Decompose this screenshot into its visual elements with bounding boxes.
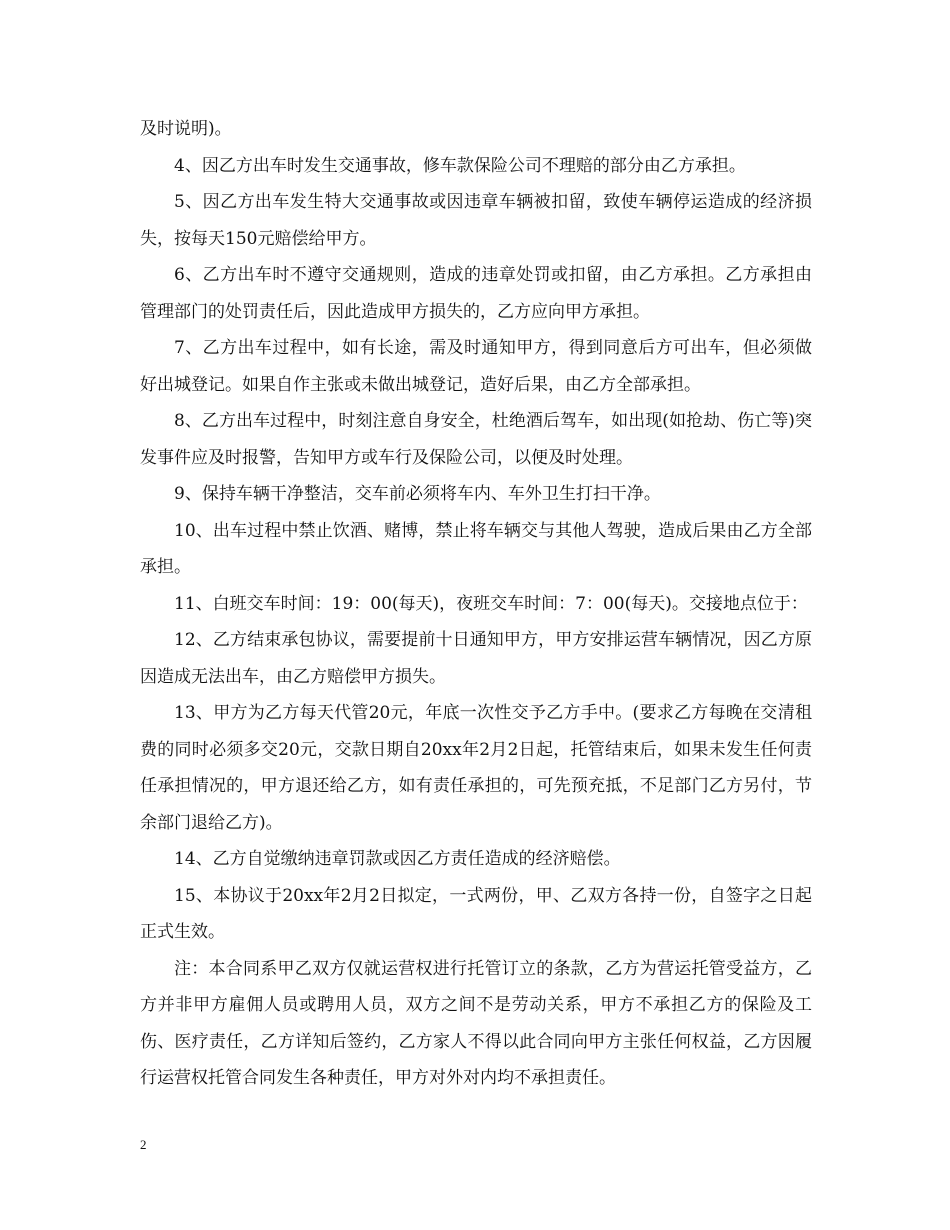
page-number: 2 bbox=[140, 1137, 147, 1152]
clause-6: 6、乙方出车时不遵守交通规则，造成的违章处罚或扣留，由乙方承担。乙方承担由管理部门的处罚责任后，因此造成甲方损失的，乙方应向甲方承担。 bbox=[140, 265, 812, 322]
document-body bbox=[140, 111, 812, 1097]
clause-10: 10、出车过程中禁止饮酒、赌博，禁止将车辆交与其他人驾驶，造成后果由乙方全部承担。 bbox=[140, 520, 812, 577]
clause-14: 14、乙方自觉缴纳违章罚款或因乙方责任造成的经济赔偿。 bbox=[174, 849, 621, 869]
clause-12: 12、乙方结束承包协议，需要提前十日通知甲方，甲方安排运营车辆情况，因乙方原因造成无法出车，由乙方赔偿甲方损失。 bbox=[140, 630, 812, 687]
clause-11: 11、白班交车时间：19：00(每天)，夜班交车时间：7：00(每天)。交接地点位于： bbox=[174, 593, 808, 614]
clause-9: 9、保持车辆干净整洁，交车前必须将车内、车外卫生打扫干净。 bbox=[174, 484, 661, 504]
note-paragraph: 注：本合同系甲乙双方仅就运营权进行托管订立的条款，乙方为营运托管受益方，乙方并非甲方雇佣人员或聘用人员，双方之间不是劳动关系，甲方不承担乙方的保险及工伤、医疗责任，乙方详知后签约，乙方家人不得以此合同向甲方主张任何权益，乙方因履行运营权托管合同发生各种责任，甲方对外对内均不承担责任。 bbox=[140, 958, 812, 1088]
clause-4: 4、因乙方出车时发生交通事故，修车款保险公司不理赔的部分由乙方承担。 bbox=[174, 155, 746, 176]
clause-8: 8、乙方出车过程中，时刻注意自身安全，杜绝酒后驾车，如出现(如抢劫、伤亡等)突发事件应及时报警，告知甲方或车行及保险公司，以便及时处理。 bbox=[140, 411, 812, 468]
clause-7: 7、乙方出车过程中，如有长途，需及时通知甲方，得到同意后方可出车，但必须做好出城登记。如果自作主张或未做出城登记，造好后果，由乙方全部承担。 bbox=[140, 338, 812, 395]
paragraph-continuation: 及时说明)。 bbox=[140, 119, 232, 139]
clause-15: 15、本协议于20xx年2月2日拟定，一式两份，甲、乙双方各持一份，自签字之日起正式生效。 bbox=[140, 885, 812, 942]
clause-13: 13、甲方为乙方每天代管20元，年底一次性交予乙方手中。(要求乙方每晚在交清租费的同时必须多交20元，交款日期自20xx年2月2日起，托管结束后，如果未发生任何责任承担情况的，甲方退还给乙方，如有责任承担的，可先预充抵，不足部门乙方另付，节余部门退给乙方)。 bbox=[140, 703, 812, 833]
clause-5: 5、因乙方出车发生特大交通事故或因违章车辆被扣留，致使车辆停运造成的经济损失，按每天150元赔偿给甲方。 bbox=[140, 192, 812, 249]
